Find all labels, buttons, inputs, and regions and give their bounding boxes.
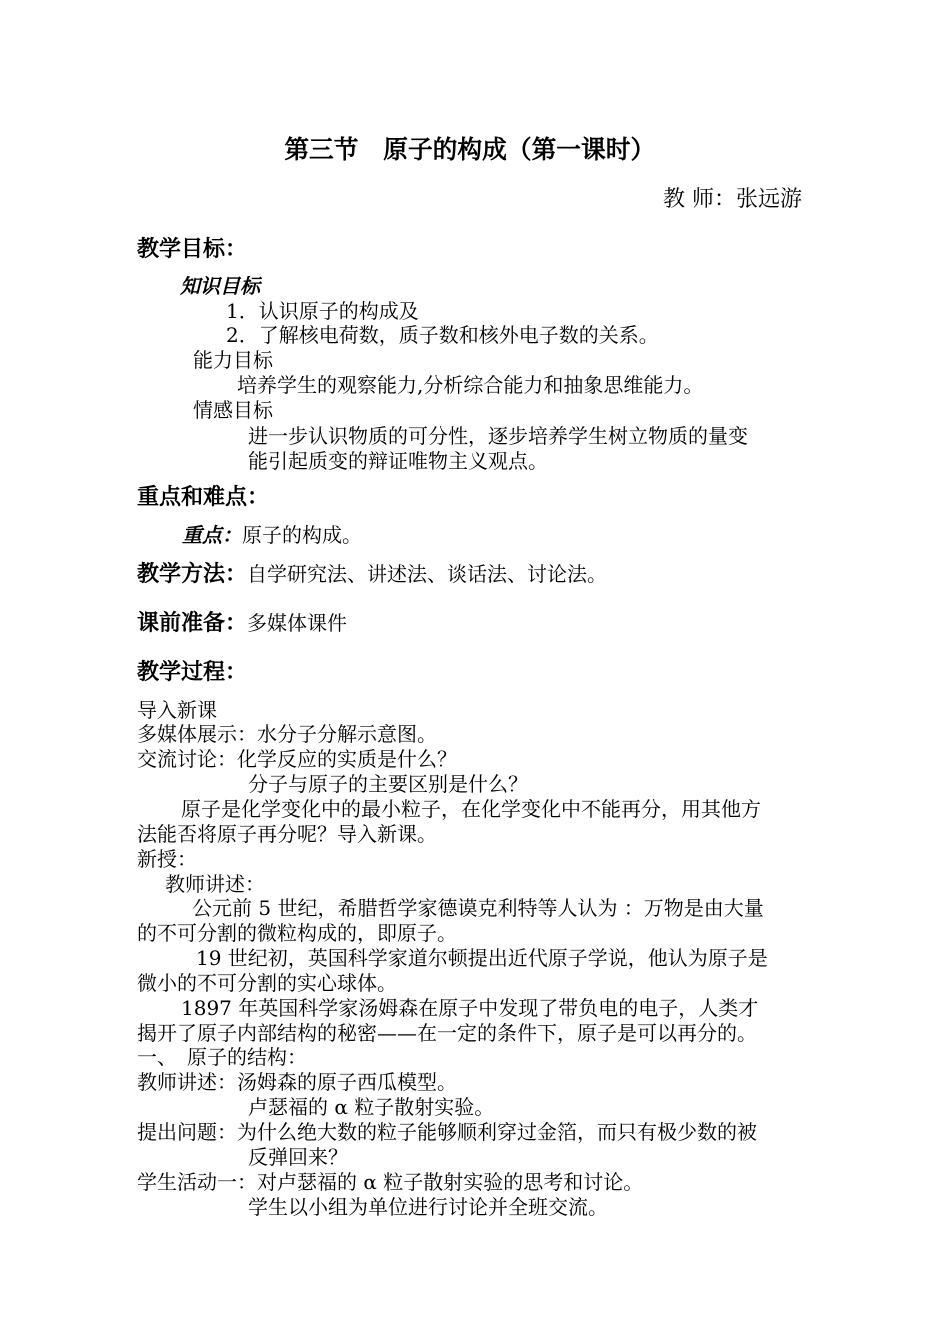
process-line: 微小的不可分割的实心球体。	[137, 971, 397, 995]
ability-text: 培养学生的观察能力,分析综合能力和抽象思维能力。	[237, 373, 704, 397]
process-line: 提出问题：为什么绝大数的粒子能够顺利穿过金箔，而只有极少数的被	[137, 1120, 757, 1144]
process-line: 揭开了原子内部结构的秘密——在一定的条件下，原子是可以再分的。	[137, 1021, 757, 1045]
process-line: 教师讲述：汤姆森的原子西瓜模型。	[137, 1070, 457, 1094]
process-line: 导入新课	[137, 698, 217, 722]
process-line: 的不可分割的微粒构成的，即原子。	[137, 921, 457, 945]
process-line: 一、 原子的结构：	[137, 1045, 307, 1069]
process-line: 19 世纪初，英国科学家道尔顿提出近代原子学说，他认为原子是	[196, 946, 768, 970]
process-line: 原子是化学变化中的最小粒子，在化学变化中不能再分，用其他方	[181, 797, 761, 821]
knowledge-label: 知识目标	[180, 274, 260, 298]
process-line: 交流讨论：化学反应的实质是什么？	[137, 747, 457, 771]
preparation-text: 多媒体课件	[247, 611, 348, 635]
method-heading: 教学方法：	[137, 562, 248, 587]
process-line: 分子与原子的主要区别是什么？	[248, 772, 528, 796]
emotion-line-1: 进一步认识物质的可分性，逐步培养学生树立物质的量变	[248, 424, 748, 448]
key-point-label: 重点：	[182, 523, 242, 547]
process-line: 学生以小组为单位进行讨论并全班交流。	[248, 1195, 608, 1219]
process-heading: 教学过程：	[137, 660, 248, 685]
preparation-heading: 课前准备：	[137, 611, 248, 636]
process-line: 1897 年英国科学家汤姆森在原子中发现了带负电的电子，人类才	[181, 996, 759, 1020]
key-point-line	[182, 523, 362, 547]
process-line: 教师讲述：	[165, 872, 265, 896]
process-line: 法能否将原子再分呢？导入新课。	[137, 822, 437, 846]
method-line	[137, 560, 607, 589]
key-point-text: 原子的构成。	[242, 523, 362, 547]
knowledge-item-2: 2．了解核电荷数，质子数和核外电子数的关系。	[226, 323, 659, 347]
page-title: 第三节 原子的构成（第一课时）	[284, 135, 656, 164]
emotion-line-2: 能引起质变的辩证唯物主义观点。	[248, 449, 548, 473]
emotion-label: 情感目标	[193, 398, 273, 422]
knowledge-item-1: 1．认识原子的构成及	[226, 299, 419, 323]
process-line: 反弹回来？	[248, 1145, 348, 1169]
process-line: 公元前 5 世纪，希腊哲学家德谟克利特等人认为 ：万物是由大量	[192, 896, 764, 920]
objectives-heading: 教学目标：	[137, 237, 248, 262]
ability-label: 能力目标	[193, 348, 273, 372]
key-points-heading: 重点和难点：	[137, 485, 270, 510]
method-text: 自学研究法、讲述法、谈话法、讨论法。	[247, 562, 608, 586]
preparation-line	[137, 609, 347, 638]
teacher-name: 教 师：张远游	[663, 187, 802, 212]
process-line: 新授：	[137, 847, 197, 871]
process-line: 学生活动一：对卢瑟福的 α 粒子散射实验的思考和讨论。	[137, 1170, 644, 1194]
process-line: 多媒体展示：水分子分解示意图。	[137, 722, 437, 746]
process-line: 卢瑟福的 α 粒子散射实验。	[248, 1095, 495, 1119]
